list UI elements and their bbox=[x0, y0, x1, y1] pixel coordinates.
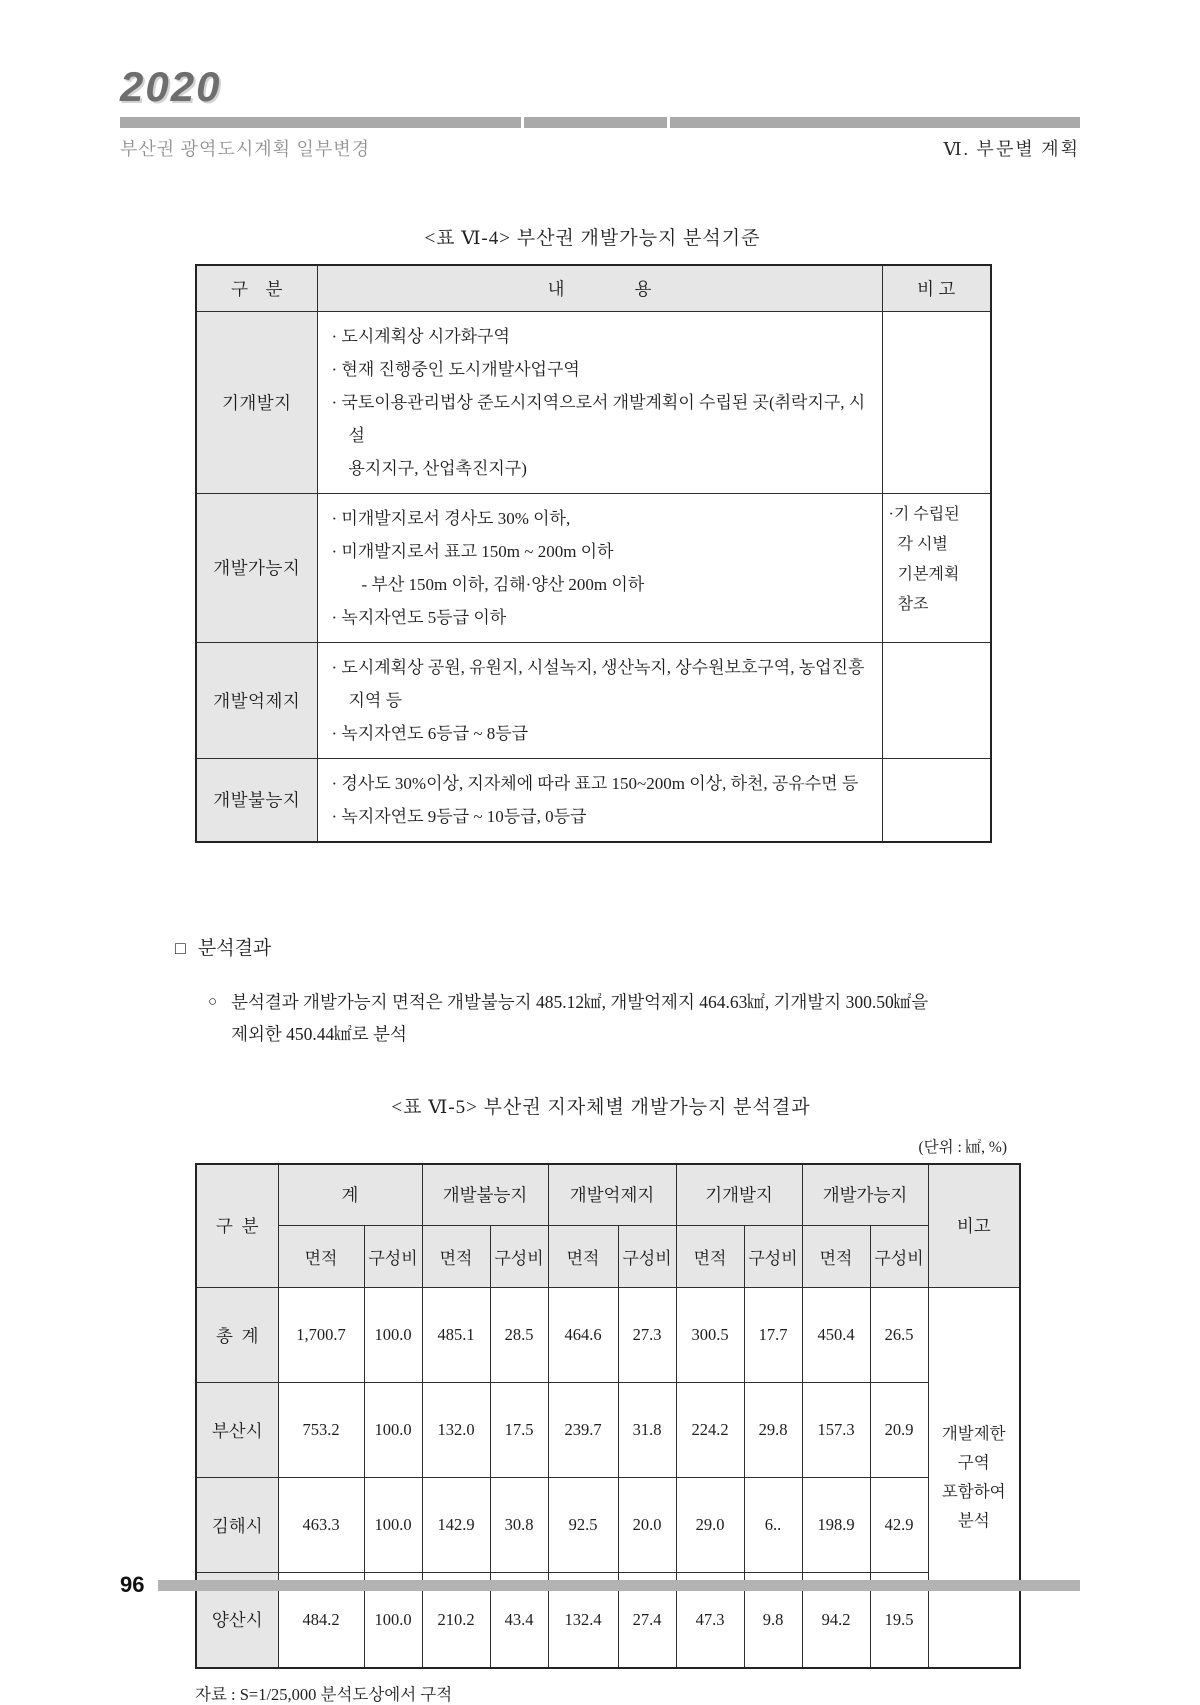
circle-bullet-icon: ○ bbox=[208, 993, 218, 1010]
group-header: 개발불능지 bbox=[422, 1164, 548, 1226]
page-footer bbox=[120, 1572, 1080, 1598]
table-cell: 17.5 bbox=[490, 1383, 548, 1478]
square-bullet-icon: □ bbox=[175, 937, 186, 958]
remark-line: 참조 bbox=[897, 595, 929, 613]
sub-header-area: 면적 bbox=[676, 1226, 744, 1288]
table-cell: 20.0 bbox=[618, 1478, 676, 1573]
row-remark bbox=[882, 642, 991, 758]
row-label: 김해시 bbox=[196, 1478, 278, 1573]
row-label: 총 계 bbox=[196, 1288, 278, 1383]
content-line: · 도시계획상 시가화구역 bbox=[331, 326, 510, 346]
sub-header-ratio: 구성비 bbox=[364, 1226, 422, 1288]
table-cell: 17.7 bbox=[744, 1288, 802, 1383]
table-row bbox=[196, 1288, 1020, 1383]
table-row bbox=[196, 311, 991, 493]
table-cell: 94.2 bbox=[802, 1573, 870, 1668]
table1-header-content: 내 용 bbox=[317, 265, 882, 311]
table2-sub-header-row bbox=[196, 1226, 1020, 1288]
table2-caption: <표 Ⅵ-5> 부산권 지자체별 개발가능지 분석결과 bbox=[391, 1096, 811, 1118]
table2-remark-cell bbox=[928, 1288, 1020, 1668]
table-cell: 43.4 bbox=[490, 1573, 548, 1668]
remark-line: 각 시별 bbox=[897, 535, 948, 553]
table-cell: 132.0 bbox=[422, 1383, 490, 1478]
content-line: - 부산 150m 이하, 김해·양산 200m 이하 bbox=[361, 574, 645, 594]
table-cell: 100.0 bbox=[364, 1478, 422, 1573]
group-header: 기개발지 bbox=[676, 1164, 802, 1226]
table-cell: 142.9 bbox=[422, 1478, 490, 1573]
table-cell: 42.9 bbox=[870, 1478, 928, 1573]
table-cell: 19.5 bbox=[870, 1573, 928, 1668]
table-row bbox=[196, 1478, 1020, 1573]
table-row bbox=[196, 493, 991, 642]
table1-header-row bbox=[196, 265, 991, 311]
running-head bbox=[120, 135, 1080, 161]
row-label: 양산시 bbox=[196, 1573, 278, 1668]
group-header: 개발가능지 bbox=[802, 1164, 928, 1226]
sub-header-area: 면적 bbox=[422, 1226, 490, 1288]
remark-line: 개발제한 bbox=[941, 1424, 1006, 1444]
analysis-paragraph bbox=[208, 986, 1080, 1050]
page-number: 96 bbox=[120, 1572, 145, 1597]
content-line: · 현재 진행중인 도시개발사업구역 bbox=[331, 359, 580, 379]
table2-remark-header: 비고 bbox=[928, 1164, 1020, 1288]
logo-2020: 2020 bbox=[120, 63, 222, 110]
content-line: 지역 등 bbox=[348, 690, 403, 710]
table-cell: 239.7 bbox=[548, 1383, 618, 1478]
content-line: · 녹지자연도 6등급 ~ 8등급 bbox=[331, 723, 529, 743]
content-line: · 녹지자연도 9등급 ~ 10등급, 0등급 bbox=[331, 806, 587, 826]
paragraph-text bbox=[231, 986, 928, 1050]
table-row bbox=[196, 758, 991, 842]
group-header: 계 bbox=[278, 1164, 422, 1226]
group-header: 개발억제지 bbox=[548, 1164, 676, 1226]
table-cell: 9.8 bbox=[744, 1573, 802, 1668]
table-cell: 6.. bbox=[744, 1478, 802, 1573]
sub-header-area: 면적 bbox=[278, 1226, 364, 1288]
table1-header-remark: 비 고 bbox=[882, 265, 991, 311]
row-label: 부산시 bbox=[196, 1383, 278, 1478]
unit-note: (단위 : ㎢, %) bbox=[918, 1138, 1007, 1156]
table-cell: 100.0 bbox=[364, 1573, 422, 1668]
page-header bbox=[120, 63, 1080, 161]
row-content bbox=[317, 758, 882, 842]
table-cell: 28.5 bbox=[490, 1288, 548, 1383]
criteria-table-block bbox=[195, 223, 990, 843]
table-row bbox=[196, 1383, 1020, 1478]
remark-line: 구역 bbox=[957, 1453, 990, 1473]
source-note: 자료 : S=1/25,000 분석도상에서 구적 bbox=[195, 1684, 453, 1704]
paragraph-line: 제외한 450.44㎢로 분석 bbox=[231, 1023, 407, 1044]
row-category: 개발억제지 bbox=[196, 642, 317, 758]
row-remark bbox=[882, 758, 991, 842]
sub-header-area: 면적 bbox=[548, 1226, 618, 1288]
row-remark bbox=[882, 493, 991, 642]
table-cell: 92.5 bbox=[548, 1478, 618, 1573]
remark-line: 분석 bbox=[957, 1511, 990, 1531]
table2-corner-header: 구 분 bbox=[196, 1164, 278, 1288]
row-content bbox=[317, 493, 882, 642]
row-category: 기개발지 bbox=[196, 311, 317, 493]
section-title: 분석결과 bbox=[197, 937, 272, 959]
table-cell: 27.3 bbox=[618, 1288, 676, 1383]
sub-header-area: 면적 bbox=[802, 1226, 870, 1288]
table-cell: 463.3 bbox=[278, 1478, 364, 1573]
table-cell: 20.9 bbox=[870, 1383, 928, 1478]
table-cell: 210.2 bbox=[422, 1573, 490, 1668]
table-cell: 198.9 bbox=[802, 1478, 870, 1573]
table-cell: 224.2 bbox=[676, 1383, 744, 1478]
remark-line: 포함하여 bbox=[941, 1482, 1006, 1502]
chapter-title: Ⅵ. 부문별 계획 bbox=[943, 139, 1080, 159]
table2-group-header-row bbox=[196, 1164, 1020, 1226]
row-remark bbox=[882, 311, 991, 493]
table-cell: 29.0 bbox=[676, 1478, 744, 1573]
sub-header-ratio: 구성비 bbox=[490, 1226, 548, 1288]
sub-header-ratio: 구성비 bbox=[744, 1226, 802, 1288]
table-cell: 100.0 bbox=[364, 1288, 422, 1383]
sub-header-ratio: 구성비 bbox=[618, 1226, 676, 1288]
table-cell: 157.3 bbox=[802, 1383, 870, 1478]
content-line: · 녹지자연도 5등급 이하 bbox=[331, 607, 507, 627]
criteria-table bbox=[195, 264, 992, 843]
table-cell: 484.2 bbox=[278, 1573, 364, 1668]
sub-header-ratio: 구성비 bbox=[870, 1226, 928, 1288]
table-cell: 31.8 bbox=[618, 1383, 676, 1478]
content-line: · 국토이용관리법상 준도시지역으로서 개발계획이 수립된 곳(취락지구, 시설 bbox=[331, 392, 866, 445]
row-category: 개발가능지 bbox=[196, 493, 317, 642]
table-row bbox=[196, 642, 991, 758]
section-heading bbox=[175, 933, 1080, 960]
table-cell: 464.6 bbox=[548, 1288, 618, 1383]
table-cell: 485.1 bbox=[422, 1288, 490, 1383]
header-rule-segment bbox=[670, 117, 1080, 128]
table-cell: 30.8 bbox=[490, 1478, 548, 1573]
row-category: 개발불능지 bbox=[196, 758, 317, 842]
header-rule-segment bbox=[120, 117, 521, 128]
document-title: 부산권 광역도시계획 일부변경 bbox=[120, 139, 371, 159]
row-content bbox=[317, 642, 882, 758]
table-cell: 132.4 bbox=[548, 1573, 618, 1668]
content-line: · 미개발지로서 경사도 30% 이하, bbox=[331, 508, 571, 528]
table-cell: 29.8 bbox=[744, 1383, 802, 1478]
header-rule-segment bbox=[524, 117, 667, 128]
table1-header-category: 구 분 bbox=[196, 265, 317, 311]
content-line: 용지지구, 산업촉진지구) bbox=[348, 458, 527, 478]
table-cell: 300.5 bbox=[676, 1288, 744, 1383]
row-content bbox=[317, 311, 882, 493]
paragraph-line: 분석결과 개발가능지 면적은 개발불능지 485.12㎢, 개발억제지 464.63㎢, 기개발지 300.50㎢을 bbox=[231, 991, 929, 1012]
table-cell: 26.5 bbox=[870, 1288, 928, 1383]
table-cell: 450.4 bbox=[802, 1288, 870, 1383]
content-line: · 경사도 30%이상, 지자체에 따라 표고 150~200m 이상, 하천, 공유수면 등 bbox=[331, 773, 859, 793]
table1-caption: <표 Ⅵ-4> 부산권 개발가능지 분석기준 bbox=[424, 228, 761, 249]
table-cell: 47.3 bbox=[676, 1573, 744, 1668]
table-cell: 27.4 bbox=[618, 1573, 676, 1668]
table-cell: 753.2 bbox=[278, 1383, 364, 1478]
table-cell: 1,700.7 bbox=[278, 1288, 364, 1383]
footer-rule bbox=[158, 1580, 1080, 1591]
content-line: · 도시계획상 공원, 유원지, 시설녹지, 생산녹지, 상수원보호구역, 농업진흥 bbox=[331, 657, 865, 677]
remark-line: ·기 수립된 bbox=[888, 505, 960, 523]
header-rule bbox=[120, 117, 1080, 128]
remark-line: 기본계획 bbox=[897, 565, 960, 583]
content-line: · 미개발지로서 표고 150m ~ 200m 이하 bbox=[331, 541, 614, 561]
table-cell: 100.0 bbox=[364, 1383, 422, 1478]
